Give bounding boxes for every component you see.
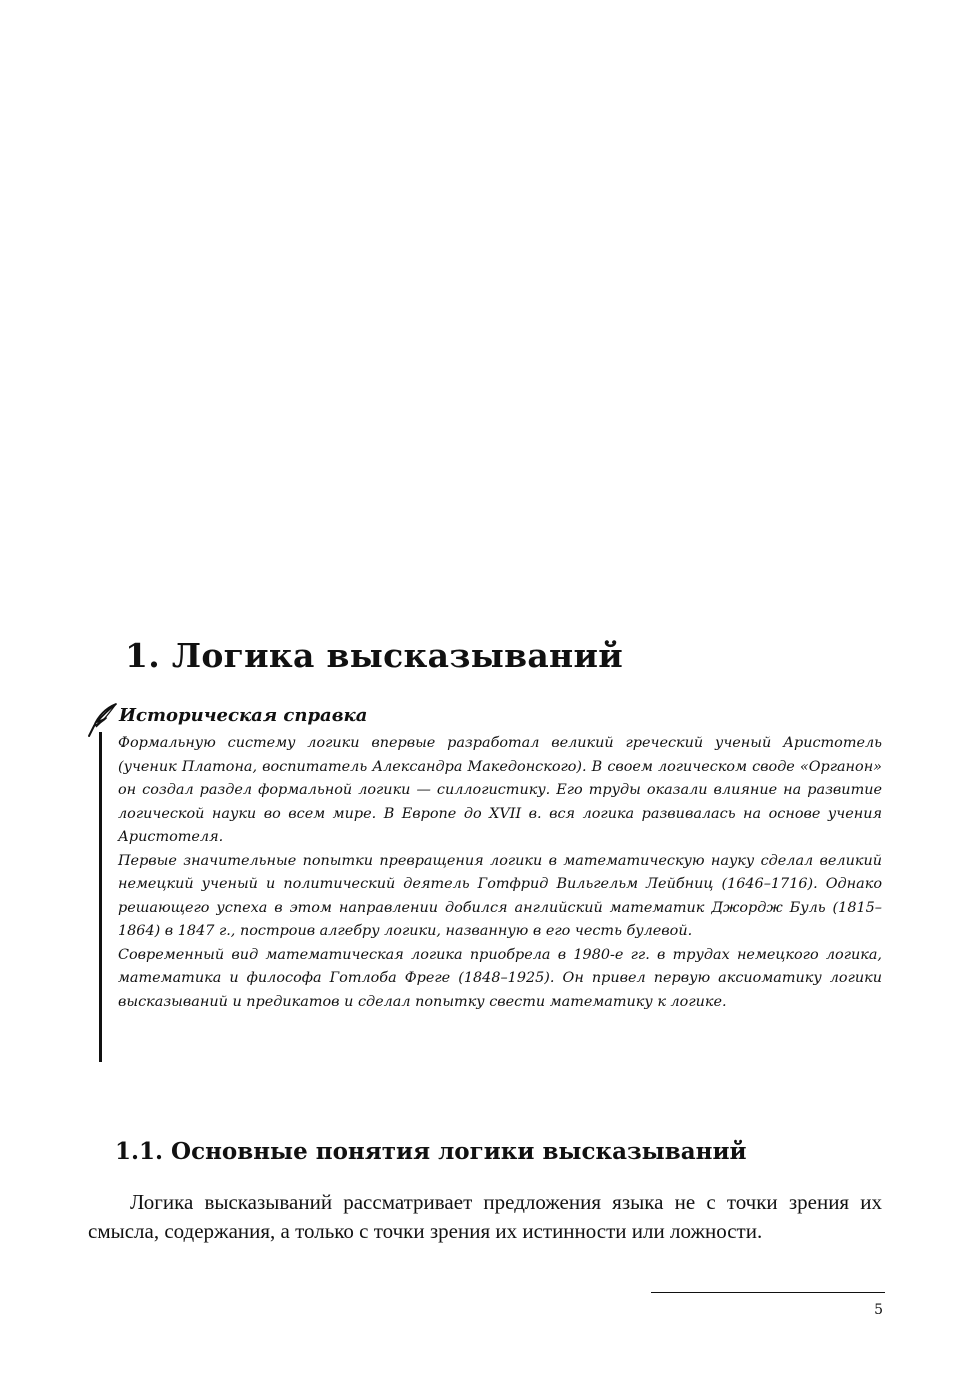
note-paragraph-1: Формальную систему логики впервые разработал великий греческий ученый Аристотель (ученик Платона, воспитатель Александра Македонского). В своем логическом своде «Органон» он создал раздел формальной логики — силлогистику. Его труды оказали влияние на развитие логической науки во всем мире. В Европе до XVII в. вся логика развивалась на основе учения Аристотеля. — [118, 735, 882, 845]
section-title: 1.1. Основные понятия логики высказываний — [115, 1138, 747, 1165]
page-number: 5 — [874, 1302, 883, 1318]
note-side-bar — [99, 732, 102, 1062]
note-heading: Историческая справка — [119, 705, 368, 726]
footer-rule — [651, 1292, 885, 1293]
chapter-title: 1. Логика высказываний — [125, 636, 624, 675]
quill-icon — [86, 702, 120, 738]
section-body-text: Логика высказываний рассматривает предложения языка не с точки зрения их смысла, содержания, а только с точки зрения их истинности или ложности. — [88, 1190, 882, 1243]
historical-note-body — [118, 732, 882, 1014]
note-paragraph-2: Первые значительные попытки превращения логики в математическую науку сделал великий немецкий ученый и политический деятель Готфрид Вильгельм Лейбниц (1646–1716). Однако решающего успеха в этом направлении добился английский математик Джордж Буль (1815–1864) в 1847 г., построив алгебру логики, названную в его честь булевой. — [118, 852, 882, 939]
note-paragraph-3: Современный вид математическая логика приобрела в 1980-е гг. в трудах немецкого логика, математика и философа Готлоба Фреге (1848–1925). Он привел первую аксиоматику логики высказываний и предикатов и сделал попытку свести математику к логике. — [118, 946, 882, 1010]
